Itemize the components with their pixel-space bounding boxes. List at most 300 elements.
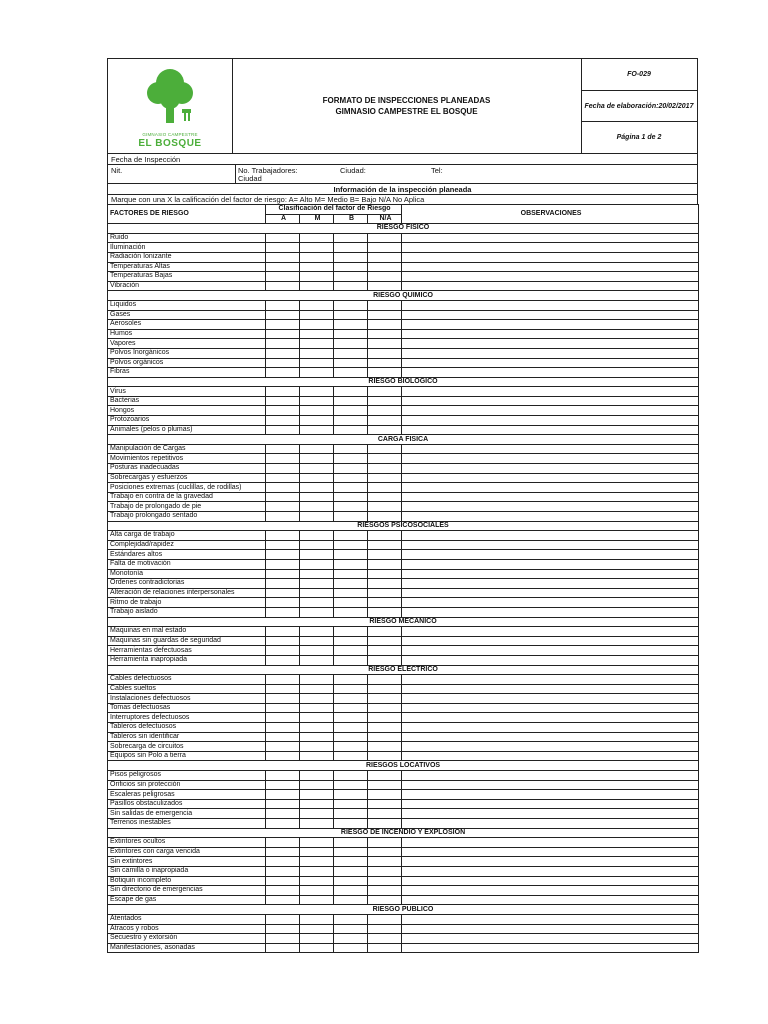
rating-cell[interactable]	[334, 847, 368, 857]
observations-cell[interactable]	[402, 483, 699, 493]
rating-cell[interactable]	[368, 924, 402, 934]
observations-cell[interactable]	[402, 876, 699, 886]
rating-cell[interactable]	[368, 281, 402, 291]
rating-cell[interactable]	[266, 857, 300, 867]
observations-cell[interactable]	[402, 924, 699, 934]
rating-cell[interactable]	[334, 646, 368, 656]
rating-cell[interactable]	[368, 914, 402, 924]
rating-cell[interactable]	[334, 502, 368, 512]
observations-cell[interactable]	[402, 444, 699, 454]
observations-cell[interactable]	[402, 464, 699, 474]
rating-cell[interactable]	[300, 934, 334, 944]
rating-cell[interactable]	[300, 502, 334, 512]
rating-cell[interactable]	[368, 579, 402, 589]
rating-cell[interactable]	[266, 607, 300, 617]
observations-cell[interactable]	[402, 310, 699, 320]
observations-cell[interactable]	[402, 703, 699, 713]
observations-cell[interactable]	[402, 406, 699, 416]
rating-cell[interactable]	[266, 886, 300, 896]
rating-cell[interactable]	[334, 866, 368, 876]
rating-cell[interactable]	[368, 713, 402, 723]
rating-cell[interactable]	[334, 876, 368, 886]
rating-cell[interactable]	[266, 771, 300, 781]
rating-cell[interactable]	[300, 627, 334, 637]
rating-cell[interactable]	[368, 694, 402, 704]
rating-cell[interactable]	[368, 233, 402, 243]
observations-cell[interactable]	[402, 790, 699, 800]
observations-cell[interactable]	[402, 358, 699, 368]
rating-cell[interactable]	[266, 540, 300, 550]
rating-cell[interactable]	[300, 454, 334, 464]
rating-cell[interactable]	[368, 934, 402, 944]
rating-cell[interactable]	[334, 713, 368, 723]
rating-cell[interactable]	[368, 272, 402, 282]
rating-cell[interactable]	[300, 943, 334, 953]
rating-cell[interactable]	[266, 579, 300, 589]
rating-cell[interactable]	[266, 732, 300, 742]
rating-cell[interactable]	[368, 348, 402, 358]
rating-cell[interactable]	[368, 358, 402, 368]
rating-cell[interactable]	[266, 262, 300, 272]
rating-cell[interactable]	[334, 771, 368, 781]
rating-cell[interactable]	[300, 838, 334, 848]
rating-cell[interactable]	[368, 243, 402, 253]
rating-cell[interactable]	[266, 444, 300, 454]
rating-cell[interactable]	[334, 425, 368, 435]
observations-cell[interactable]	[402, 732, 699, 742]
rating-cell[interactable]	[368, 339, 402, 349]
rating-cell[interactable]	[300, 895, 334, 905]
rating-cell[interactable]	[368, 406, 402, 416]
observations-cell[interactable]	[402, 540, 699, 550]
rating-cell[interactable]	[368, 809, 402, 819]
observations-cell[interactable]	[402, 914, 699, 924]
rating-cell[interactable]	[266, 790, 300, 800]
rating-cell[interactable]	[266, 723, 300, 733]
rating-cell[interactable]	[334, 732, 368, 742]
observations-cell[interactable]	[402, 233, 699, 243]
rating-cell[interactable]	[334, 809, 368, 819]
rating-cell[interactable]	[266, 751, 300, 761]
rating-cell[interactable]	[334, 281, 368, 291]
observations-cell[interactable]	[402, 243, 699, 253]
rating-cell[interactable]	[266, 838, 300, 848]
rating-cell[interactable]	[368, 550, 402, 560]
rating-cell[interactable]	[300, 579, 334, 589]
rating-cell[interactable]	[334, 559, 368, 569]
rating-cell[interactable]	[300, 387, 334, 397]
rating-cell[interactable]	[300, 569, 334, 579]
observations-cell[interactable]	[402, 684, 699, 694]
rating-cell[interactable]	[334, 895, 368, 905]
observations-cell[interactable]	[402, 799, 699, 809]
rating-cell[interactable]	[368, 473, 402, 483]
observations-cell[interactable]	[402, 742, 699, 752]
observations-cell[interactable]	[402, 416, 699, 426]
rating-cell[interactable]	[300, 876, 334, 886]
rating-cell[interactable]	[266, 329, 300, 339]
rating-cell[interactable]	[334, 723, 368, 733]
rating-cell[interactable]	[266, 348, 300, 358]
rating-cell[interactable]	[300, 300, 334, 310]
rating-cell[interactable]	[368, 425, 402, 435]
rating-cell[interactable]	[368, 396, 402, 406]
observations-cell[interactable]	[402, 425, 699, 435]
rating-cell[interactable]	[300, 819, 334, 829]
rating-cell[interactable]	[266, 252, 300, 262]
rating-cell[interactable]	[334, 444, 368, 454]
rating-cell[interactable]	[300, 233, 334, 243]
observations-cell[interactable]	[402, 886, 699, 896]
rating-cell[interactable]	[300, 531, 334, 541]
observations-cell[interactable]	[402, 636, 699, 646]
rating-cell[interactable]	[266, 780, 300, 790]
rating-cell[interactable]	[300, 588, 334, 598]
rating-cell[interactable]	[334, 914, 368, 924]
observations-cell[interactable]	[402, 281, 699, 291]
observations-cell[interactable]	[402, 751, 699, 761]
rating-cell[interactable]	[300, 444, 334, 454]
rating-cell[interactable]	[334, 934, 368, 944]
observations-cell[interactable]	[402, 675, 699, 685]
observations-cell[interactable]	[402, 502, 699, 512]
observations-cell[interactable]	[402, 396, 699, 406]
rating-cell[interactable]	[300, 684, 334, 694]
observations-cell[interactable]	[402, 387, 699, 397]
rating-cell[interactable]	[368, 819, 402, 829]
rating-cell[interactable]	[300, 857, 334, 867]
observations-cell[interactable]	[402, 713, 699, 723]
rating-cell[interactable]	[368, 636, 402, 646]
rating-cell[interactable]	[368, 512, 402, 522]
rating-cell[interactable]	[300, 368, 334, 378]
rating-cell[interactable]	[368, 540, 402, 550]
rating-cell[interactable]	[334, 684, 368, 694]
rating-cell[interactable]	[300, 243, 334, 253]
rating-cell[interactable]	[368, 502, 402, 512]
rating-cell[interactable]	[334, 819, 368, 829]
rating-cell[interactable]	[266, 387, 300, 397]
rating-cell[interactable]	[368, 723, 402, 733]
rating-cell[interactable]	[300, 703, 334, 713]
observations-cell[interactable]	[402, 368, 699, 378]
observations-cell[interactable]	[402, 866, 699, 876]
rating-cell[interactable]	[334, 569, 368, 579]
rating-cell[interactable]	[334, 406, 368, 416]
rating-cell[interactable]	[368, 655, 402, 665]
rating-cell[interactable]	[368, 771, 402, 781]
rating-cell[interactable]	[334, 780, 368, 790]
rating-cell[interactable]	[334, 233, 368, 243]
observations-cell[interactable]	[402, 550, 699, 560]
rating-cell[interactable]	[368, 368, 402, 378]
rating-cell[interactable]	[334, 348, 368, 358]
rating-cell[interactable]	[266, 483, 300, 493]
rating-cell[interactable]	[300, 598, 334, 608]
rating-cell[interactable]	[334, 540, 368, 550]
rating-cell[interactable]	[266, 425, 300, 435]
rating-cell[interactable]	[300, 751, 334, 761]
observations-cell[interactable]	[402, 694, 699, 704]
rating-cell[interactable]	[300, 425, 334, 435]
rating-cell[interactable]	[368, 444, 402, 454]
rating-cell[interactable]	[300, 512, 334, 522]
rating-cell[interactable]	[300, 655, 334, 665]
rating-cell[interactable]	[334, 742, 368, 752]
observations-cell[interactable]	[402, 559, 699, 569]
rating-cell[interactable]	[334, 886, 368, 896]
observations-cell[interactable]	[402, 723, 699, 733]
rating-cell[interactable]	[266, 368, 300, 378]
rating-cell[interactable]	[266, 646, 300, 656]
rating-cell[interactable]	[266, 598, 300, 608]
rating-cell[interactable]	[300, 281, 334, 291]
rating-cell[interactable]	[368, 732, 402, 742]
observations-cell[interactable]	[402, 252, 699, 262]
rating-cell[interactable]	[300, 675, 334, 685]
rating-cell[interactable]	[266, 512, 300, 522]
rating-cell[interactable]	[300, 790, 334, 800]
observations-cell[interactable]	[402, 819, 699, 829]
observations-cell[interactable]	[402, 492, 699, 502]
rating-cell[interactable]	[300, 780, 334, 790]
rating-cell[interactable]	[368, 262, 402, 272]
rating-cell[interactable]	[334, 751, 368, 761]
observations-cell[interactable]	[402, 454, 699, 464]
rating-cell[interactable]	[334, 483, 368, 493]
rating-cell[interactable]	[300, 732, 334, 742]
rating-cell[interactable]	[334, 675, 368, 685]
rating-cell[interactable]	[368, 387, 402, 397]
rating-cell[interactable]	[300, 339, 334, 349]
rating-cell[interactable]	[266, 502, 300, 512]
observations-cell[interactable]	[402, 838, 699, 848]
rating-cell[interactable]	[368, 646, 402, 656]
rating-cell[interactable]	[266, 569, 300, 579]
rating-cell[interactable]	[266, 876, 300, 886]
rating-cell[interactable]	[334, 512, 368, 522]
rating-cell[interactable]	[266, 703, 300, 713]
observations-cell[interactable]	[402, 569, 699, 579]
rating-cell[interactable]	[300, 636, 334, 646]
rating-cell[interactable]	[334, 339, 368, 349]
rating-cell[interactable]	[368, 531, 402, 541]
rating-cell[interactable]	[334, 387, 368, 397]
rating-cell[interactable]	[334, 396, 368, 406]
rating-cell[interactable]	[334, 579, 368, 589]
rating-cell[interactable]	[300, 713, 334, 723]
rating-cell[interactable]	[368, 886, 402, 896]
rating-cell[interactable]	[368, 675, 402, 685]
rating-cell[interactable]	[300, 607, 334, 617]
rating-cell[interactable]	[266, 406, 300, 416]
observations-cell[interactable]	[402, 531, 699, 541]
rating-cell[interactable]	[334, 416, 368, 426]
rating-cell[interactable]	[300, 742, 334, 752]
rating-cell[interactable]	[266, 473, 300, 483]
rating-cell[interactable]	[368, 559, 402, 569]
rating-cell[interactable]	[300, 723, 334, 733]
observations-cell[interactable]	[402, 512, 699, 522]
observations-cell[interactable]	[402, 300, 699, 310]
rating-cell[interactable]	[334, 252, 368, 262]
rating-cell[interactable]	[266, 550, 300, 560]
observations-cell[interactable]	[402, 579, 699, 589]
rating-cell[interactable]	[266, 655, 300, 665]
rating-cell[interactable]	[334, 703, 368, 713]
rating-cell[interactable]	[266, 320, 300, 330]
rating-cell[interactable]	[368, 416, 402, 426]
rating-cell[interactable]	[334, 857, 368, 867]
rating-cell[interactable]	[334, 300, 368, 310]
rating-cell[interactable]	[334, 627, 368, 637]
rating-cell[interactable]	[266, 531, 300, 541]
rating-cell[interactable]	[266, 675, 300, 685]
rating-cell[interactable]	[300, 348, 334, 358]
rating-cell[interactable]	[266, 300, 300, 310]
rating-cell[interactable]	[266, 416, 300, 426]
rating-cell[interactable]	[334, 243, 368, 253]
observations-cell[interactable]	[402, 857, 699, 867]
rating-cell[interactable]	[300, 310, 334, 320]
rating-cell[interactable]	[334, 598, 368, 608]
observations-cell[interactable]	[402, 339, 699, 349]
rating-cell[interactable]	[334, 943, 368, 953]
rating-cell[interactable]	[368, 252, 402, 262]
rating-cell[interactable]	[300, 492, 334, 502]
rating-cell[interactable]	[266, 310, 300, 320]
rating-cell[interactable]	[266, 272, 300, 282]
rating-cell[interactable]	[266, 233, 300, 243]
rating-cell[interactable]	[300, 320, 334, 330]
rating-cell[interactable]	[266, 464, 300, 474]
rating-cell[interactable]	[300, 262, 334, 272]
rating-cell[interactable]	[368, 684, 402, 694]
observations-cell[interactable]	[402, 934, 699, 944]
observations-cell[interactable]	[402, 646, 699, 656]
rating-cell[interactable]	[300, 483, 334, 493]
rating-cell[interactable]	[300, 694, 334, 704]
rating-cell[interactable]	[368, 588, 402, 598]
rating-cell[interactable]	[266, 934, 300, 944]
rating-cell[interactable]	[300, 559, 334, 569]
observations-cell[interactable]	[402, 607, 699, 617]
rating-cell[interactable]	[368, 790, 402, 800]
rating-cell[interactable]	[334, 320, 368, 330]
rating-cell[interactable]	[368, 300, 402, 310]
rating-cell[interactable]	[266, 588, 300, 598]
rating-cell[interactable]	[368, 703, 402, 713]
rating-cell[interactable]	[368, 320, 402, 330]
rating-cell[interactable]	[300, 771, 334, 781]
rating-cell[interactable]	[368, 310, 402, 320]
rating-cell[interactable]	[368, 838, 402, 848]
rating-cell[interactable]	[300, 396, 334, 406]
observations-cell[interactable]	[402, 348, 699, 358]
rating-cell[interactable]	[300, 329, 334, 339]
rating-cell[interactable]	[266, 914, 300, 924]
rating-cell[interactable]	[266, 684, 300, 694]
observations-cell[interactable]	[402, 895, 699, 905]
rating-cell[interactable]	[300, 540, 334, 550]
rating-cell[interactable]	[266, 713, 300, 723]
rating-cell[interactable]	[368, 569, 402, 579]
rating-cell[interactable]	[300, 924, 334, 934]
rating-cell[interactable]	[368, 799, 402, 809]
rating-cell[interactable]	[334, 454, 368, 464]
rating-cell[interactable]	[334, 607, 368, 617]
rating-cell[interactable]	[368, 464, 402, 474]
rating-cell[interactable]	[368, 483, 402, 493]
observations-cell[interactable]	[402, 320, 699, 330]
rating-cell[interactable]	[368, 607, 402, 617]
rating-cell[interactable]	[300, 809, 334, 819]
rating-cell[interactable]	[368, 876, 402, 886]
rating-cell[interactable]	[368, 742, 402, 752]
rating-cell[interactable]	[368, 492, 402, 502]
rating-cell[interactable]	[334, 262, 368, 272]
rating-cell[interactable]	[334, 492, 368, 502]
rating-cell[interactable]	[266, 809, 300, 819]
observations-cell[interactable]	[402, 329, 699, 339]
rating-cell[interactable]	[266, 454, 300, 464]
rating-cell[interactable]	[266, 895, 300, 905]
rating-cell[interactable]	[368, 857, 402, 867]
rating-cell[interactable]	[334, 588, 368, 598]
observations-cell[interactable]	[402, 272, 699, 282]
rating-cell[interactable]	[266, 819, 300, 829]
rating-cell[interactable]	[266, 281, 300, 291]
rating-cell[interactable]	[368, 751, 402, 761]
rating-cell[interactable]	[334, 636, 368, 646]
rating-cell[interactable]	[300, 646, 334, 656]
rating-cell[interactable]	[300, 358, 334, 368]
rating-cell[interactable]	[334, 550, 368, 560]
rating-cell[interactable]	[300, 272, 334, 282]
rating-cell[interactable]	[300, 847, 334, 857]
rating-cell[interactable]	[368, 598, 402, 608]
rating-cell[interactable]	[334, 310, 368, 320]
rating-cell[interactable]	[368, 847, 402, 857]
rating-cell[interactable]	[266, 636, 300, 646]
observations-cell[interactable]	[402, 627, 699, 637]
observations-cell[interactable]	[402, 771, 699, 781]
rating-cell[interactable]	[300, 473, 334, 483]
rating-cell[interactable]	[300, 464, 334, 474]
rating-cell[interactable]	[368, 454, 402, 464]
rating-cell[interactable]	[266, 243, 300, 253]
rating-cell[interactable]	[334, 464, 368, 474]
rating-cell[interactable]	[300, 886, 334, 896]
rating-cell[interactable]	[334, 694, 368, 704]
observations-cell[interactable]	[402, 809, 699, 819]
rating-cell[interactable]	[266, 943, 300, 953]
rating-cell[interactable]	[266, 742, 300, 752]
observations-cell[interactable]	[402, 473, 699, 483]
rating-cell[interactable]	[266, 559, 300, 569]
observations-cell[interactable]	[402, 655, 699, 665]
rating-cell[interactable]	[368, 866, 402, 876]
rating-cell[interactable]	[300, 406, 334, 416]
rating-cell[interactable]	[368, 943, 402, 953]
rating-cell[interactable]	[334, 924, 368, 934]
rating-cell[interactable]	[368, 329, 402, 339]
observations-cell[interactable]	[402, 943, 699, 953]
observations-cell[interactable]	[402, 847, 699, 857]
rating-cell[interactable]	[368, 627, 402, 637]
rating-cell[interactable]	[300, 914, 334, 924]
rating-cell[interactable]	[266, 396, 300, 406]
